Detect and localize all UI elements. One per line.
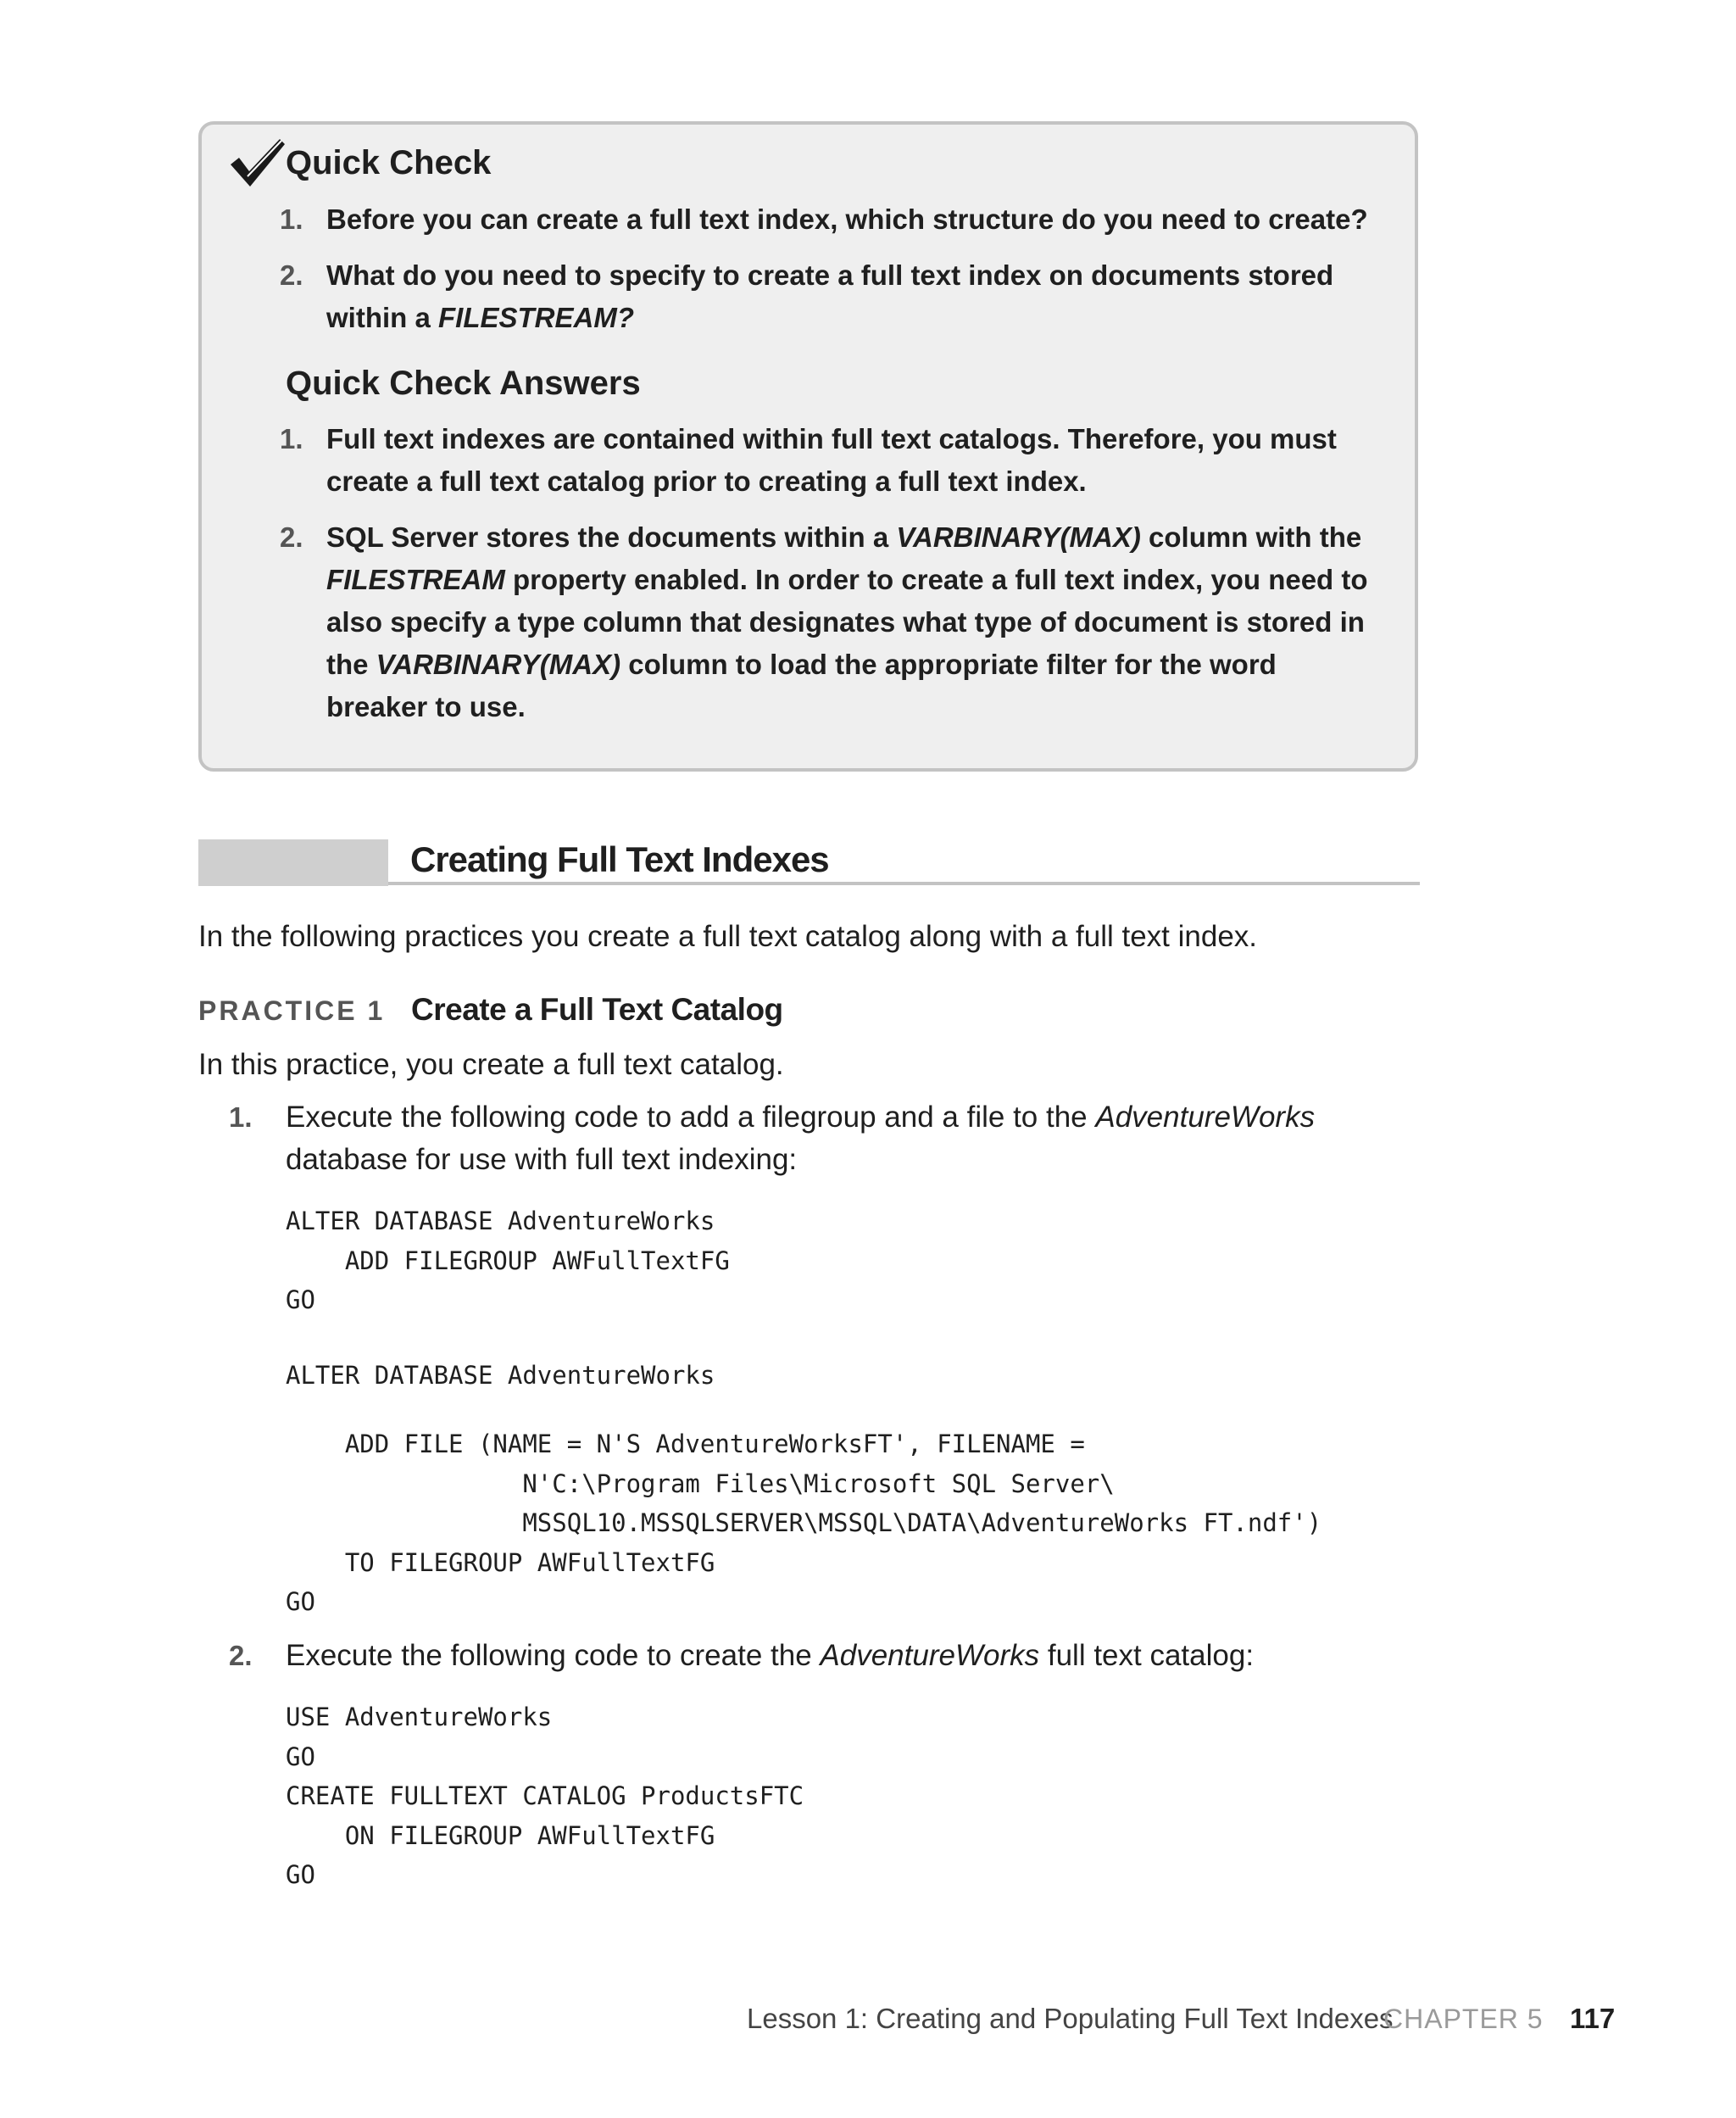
answer-text: property enabled. In order to create a full text index, you need to also specify a type column that designates what type of document is stored in the bbox=[326, 564, 1368, 680]
code-block: USE AdventureWorks GO CREATE FULLTEXT CATALOG ProductsFTC ON FILEGROUP AWFullTextFG GO bbox=[286, 1703, 804, 1889]
page-number: 117 bbox=[1570, 2003, 1616, 2034]
section-header-bar bbox=[198, 839, 388, 886]
quick-check-questions bbox=[280, 198, 1373, 353]
section-title: Creating Full Text Indexes bbox=[410, 839, 829, 879]
answer-text: column to load the appropriate filter for the word breaker to use. bbox=[326, 649, 1277, 722]
code-block: ALTER DATABASE AdventureWorks ADD FILEGROUP AWFullTextFG GO bbox=[286, 1207, 730, 1314]
step-text: Execute the following code to add a filegroup and a file to the AdventureWorks database for use with full text indexing: bbox=[286, 1101, 1316, 1176]
question-text: What do you need to specify to create a full text index on documents stored within a bbox=[326, 259, 1334, 333]
practice-intro: In this practice, you create a full text catalog. bbox=[198, 1048, 784, 1081]
question-number: 1. bbox=[280, 203, 303, 235]
question-number: 2. bbox=[280, 259, 303, 291]
practice-title: Create a Full Text Catalog bbox=[411, 992, 783, 1027]
quick-check-answers-title: Quick Check Answers bbox=[286, 365, 641, 402]
answer-item bbox=[280, 516, 1373, 728]
answer-italic: VARBINARY(MAX) bbox=[896, 521, 1141, 553]
code-block: ADD FILE (NAME = N'S AdventureWorksFT', FILENAME = N'C:\Program Files\Microsoft SQL Server\ MSSQL10.MSSQLSERVER\MSSQL\DATA\AdventureWorks FT.ndf') TO FILEGROUP AWFullTextFG GO bbox=[286, 1430, 1322, 1616]
question-item bbox=[280, 198, 1373, 241]
question-italic: FILESTREAM? bbox=[438, 302, 634, 333]
footer-chapter: CHAPTER 5 bbox=[1383, 2004, 1544, 2034]
answer-text: SQL Server stores the documents within a bbox=[326, 521, 897, 553]
answer-text: Full text indexes are contained within full text catalogs. Therefore, you must create a full text catalog prior to creating a full text index. bbox=[326, 423, 1337, 497]
answer-italic: VARBINARY(MAX) bbox=[376, 649, 621, 680]
answer-item bbox=[280, 418, 1373, 503]
section-intro: In the following practices you create a full text catalog along with a full text index. bbox=[198, 920, 1258, 953]
answer-number: 1. bbox=[280, 423, 303, 454]
quick-check-answers bbox=[280, 418, 1373, 742]
section-header-rule bbox=[388, 882, 1420, 885]
step-number: 2. bbox=[229, 1640, 253, 1671]
code-block: ALTER DATABASE AdventureWorks bbox=[286, 1361, 715, 1390]
question-text: Before you can create a full text index, which structure do you need to create? bbox=[326, 203, 1368, 235]
answer-text: column with the bbox=[1140, 521, 1362, 553]
checkmark-icon bbox=[227, 136, 288, 190]
answer-italic: FILESTREAM bbox=[326, 564, 505, 595]
step-number: 1. bbox=[229, 1101, 253, 1133]
step-text: Execute the following code to create the AdventureWorks full text catalog: bbox=[286, 1639, 1255, 1672]
quick-check-title: Quick Check bbox=[286, 144, 492, 181]
question-item bbox=[280, 254, 1373, 339]
footer-lesson: Lesson 1: Creating and Populating Full Text Indexes bbox=[747, 2003, 1394, 2034]
answer-number: 2. bbox=[280, 521, 303, 553]
practice-label: PRACTICE 1 bbox=[198, 995, 386, 1026]
